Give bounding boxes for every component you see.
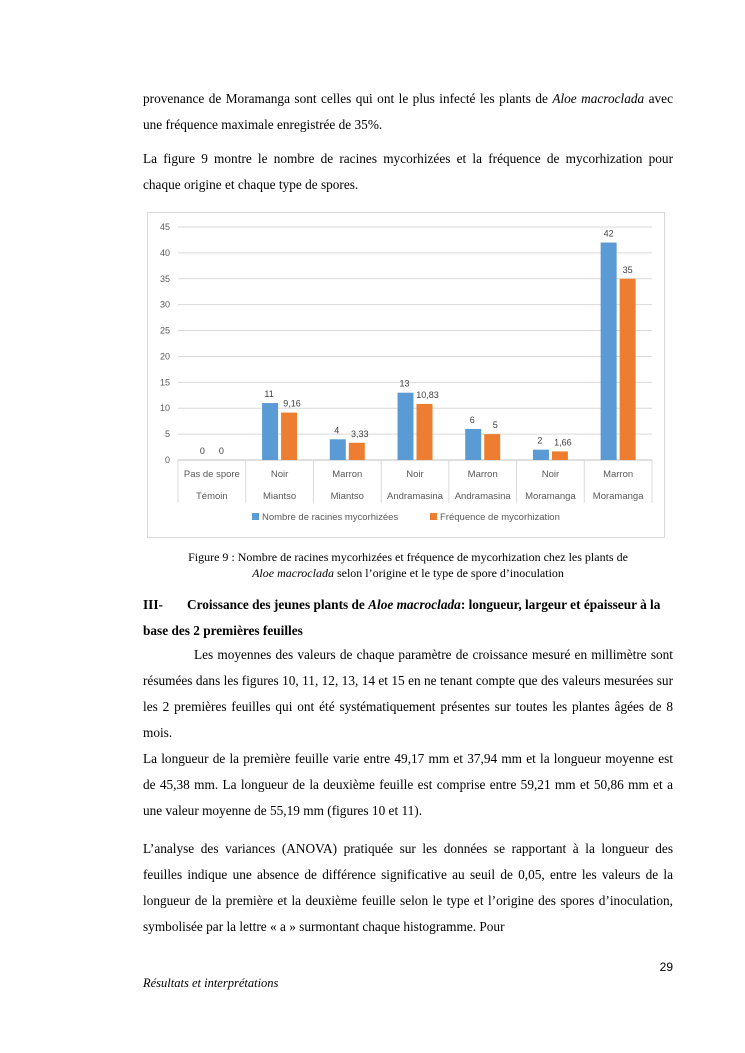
data-label-frequency-2: 3,33: [351, 428, 369, 439]
data-label-roots-0: 0: [199, 446, 205, 456]
y-tick-label-10: 10: [159, 403, 170, 414]
y-tick-label-35: 35: [159, 273, 170, 284]
legend-label-0: Nombre de racines mycorhizées: [262, 512, 399, 523]
paragraph-4: La longueur de la première feuille varie entre 49,17 mm et 37,94 mm et la longueur moyenne est de 45,38 mm. La longueur de la deuxième feuille est comprise entre 59,21 mm et 50,86 mm et a une valeur moyenne de 55,19 mm (figures 10 et 11).: [143, 751, 673, 818]
y-tick-label-5: 5: [164, 429, 170, 440]
x-label-spore-0: Pas de spore: [183, 469, 240, 480]
legend-swatch-1: [430, 513, 437, 520]
bar-frequency-3: [417, 404, 433, 460]
y-tick-label-40: 40: [159, 247, 170, 258]
data-label-frequency-5: 1,66: [554, 437, 572, 448]
paragraph-1: [143, 86, 673, 138]
data-label-roots-5: 2: [537, 435, 543, 446]
legend-swatch-0: [252, 513, 259, 520]
running-footer: Résultats et interprétations: [143, 976, 279, 990]
figure-9-chart: [147, 212, 665, 538]
section-title-b: : longueur, largeur et épaisseur à la base des 2 premières feuilles: [143, 597, 661, 638]
x-label-origin-6: Moramanga: [592, 491, 644, 502]
section-species-name: Aloe macroclada: [368, 597, 461, 612]
x-label-origin-3: Andramasina: [387, 491, 443, 502]
bar-roots-3: [398, 393, 414, 460]
x-label-spore-4: Marron: [467, 469, 498, 480]
caption-line-2-rest: selon l’origine et le type de spore d’inoculation: [333, 566, 564, 580]
bar-roots-6: [601, 243, 617, 460]
bar-roots-1: [262, 403, 278, 460]
data-label-roots-6: 42: [603, 228, 614, 239]
data-label-roots-3: 13: [399, 378, 410, 389]
data-label-frequency-0: 0: [218, 446, 224, 456]
x-label-origin-2: Miantso: [330, 491, 364, 502]
y-tick-label-25: 25: [159, 325, 170, 336]
data-label-roots-2: 4: [334, 425, 340, 436]
legend-label-1: Fréquence de mycorhization: [440, 512, 560, 523]
bar-frequency-2: [349, 443, 365, 460]
x-label-spore-6: Marron: [603, 469, 634, 480]
paragraph-3: Les moyennes des valeurs de chaque paramètre de croissance mesuré en millimètre sont résumées dans les figures 10, 11, 12, 13, 14 et 15 en ne tenant compte que des valeurs mesurées sur les 2 premières feuilles qui ont été systématiquement présentes sur toutes les plantes âgées de 8 mois.: [143, 647, 673, 740]
y-tick-label-0: 0: [164, 455, 170, 465]
data-label-roots-1: 11: [264, 389, 274, 400]
bar-chart-svg: [148, 213, 664, 537]
paragraph-5: L’analyse des variances (ANOVA) pratiquée sur les données se rapportant à la longueur des feuilles indique une absence de différence significative au seuil de 0,05, entre les valeurs de la longueur de la première et la deuxième feuille selon le type et l’origine des spores d’inoculation, symbolisée par la lettre « a » surmontant chaque histogramme. Pour: [143, 841, 673, 934]
caption-species-name: Aloe macroclada: [252, 566, 334, 580]
data-label-frequency-6: 35: [622, 264, 633, 275]
paragraph-2: La figure 9 montre le nombre de racines mycorhizées et la fréquence de mycorhization pour chaque origine et chaque type de spores.: [143, 151, 673, 192]
y-tick-label-15: 15: [159, 377, 170, 388]
section-title-a: Croissance des jeunes plants de: [187, 597, 369, 612]
bar-roots-5: [533, 450, 549, 460]
y-tick-label-30: 30: [159, 299, 170, 310]
bar-roots-4: [465, 429, 481, 460]
bar-frequency-1: [281, 413, 297, 460]
section-heading: [143, 592, 673, 644]
page-number: 29: [659, 960, 673, 974]
paragraph-1-text-a: provenance de Moramanga sont celles qui ont le plus infecté les plants de: [143, 91, 553, 106]
x-label-spore-2: Marron: [332, 469, 363, 480]
section-number: III-: [143, 597, 163, 612]
x-label-origin-4: Andramasina: [454, 491, 511, 502]
species-name: Aloe macroclada: [552, 91, 645, 106]
bar-frequency-6: [620, 279, 636, 460]
x-label-origin-0: Témoin: [196, 491, 228, 502]
x-label-spore-5: Noir: [541, 469, 560, 480]
y-tick-label-45: 45: [159, 222, 170, 232]
figure-caption-line-1: Figure 9 : Nombre de racines mycorhizées et fréquence de mycorhization chez les plants de: [188, 550, 628, 564]
x-label-spore-1: Noir: [270, 469, 289, 480]
y-tick-label-20: 20: [159, 351, 170, 362]
data-label-frequency-4: 5: [492, 420, 498, 431]
bar-frequency-4: [484, 434, 500, 460]
bar-frequency-5: [552, 451, 568, 460]
x-label-origin-5: Moramanga: [525, 491, 576, 502]
figure-caption-line-2: [143, 566, 673, 581]
data-label-frequency-1: 9,16: [283, 398, 301, 409]
x-label-origin-1: Miantso: [262, 491, 297, 502]
paragraph-1-text-b: avec une fréquence maximale enregistrée de 35%.: [143, 91, 673, 132]
data-label-frequency-3: 10,83: [416, 389, 439, 400]
data-label-roots-4: 6: [469, 414, 475, 425]
bar-roots-2: [330, 439, 346, 460]
x-label-spore-3: Noir: [406, 469, 424, 480]
